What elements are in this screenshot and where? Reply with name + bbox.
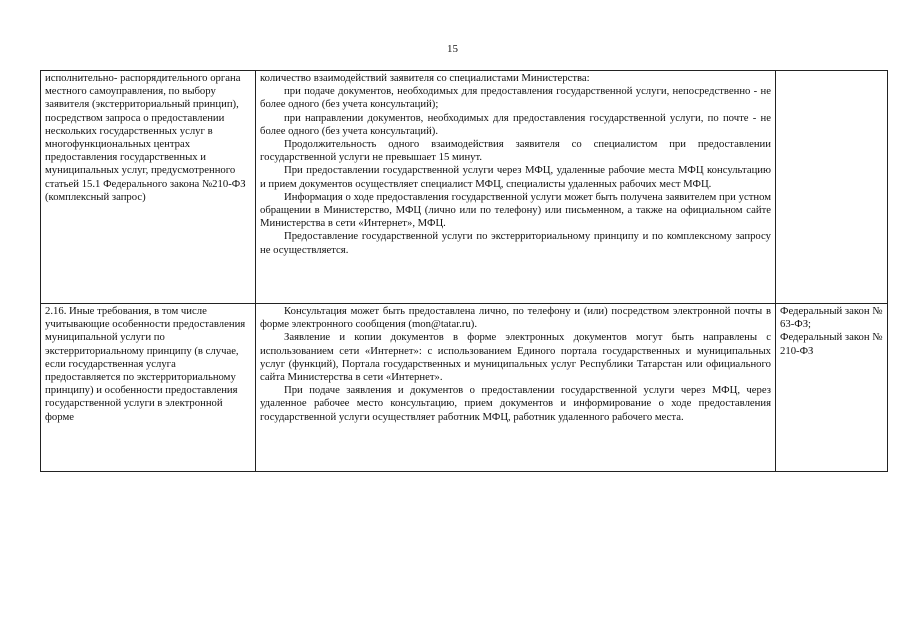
- paragraph: Информация о ходе предоставления государственной услуги может быть получена заявителем при устном обращении в Министерство, МФЦ (лично или по телефону) или письменном, а также на официальном сайте Министерства в сети «Интернет», МФЦ.: [260, 190, 771, 230]
- table-row: [41, 71, 888, 304]
- paragraph: Консультация может быть предоставлена лично, по телефону и (или) посредством электронной почты в форме электронного сообщения (mon@tatar.ru).: [260, 305, 771, 331]
- paragraph: при подаче документов, необходимых для предоставления государственной услуги, непосредственно - не более одного (без учета консультаций);: [260, 85, 771, 111]
- legal-basis-item: Федеральный закон № 63-ФЗ;: [780, 305, 883, 331]
- legal-basis-cell: [776, 71, 888, 304]
- paragraph: При предоставлении государственной услуги через МФЦ, удаленные рабочие места МФЦ консультацию и прием документов осуществляет специалист МФЦ, специалисты удаленных рабочих мест МФЦ.: [260, 164, 771, 190]
- content-cell: [256, 304, 776, 472]
- requirement-text: исполнительно- распорядительного органа местного самоуправления, по выбору заявителя (экстерриториальный принцип), посредством запроса о предоставлении нескольких государственных услуг в многофункциональных центрах предоставления государственных и муниципальных услуг, предусмотренного статьей 15.1 Федерального закона №210-ФЗ (комплексный запрос): [45, 72, 246, 203]
- paragraph: Предоставление государственной услуги по экстерриториальному принципу и по комплексному запросу не осуществляется.: [260, 230, 771, 256]
- paragraph: Заявление и копии документов в форме электронных документов могут быть направлены с использованием сети «Интернет»: с использованием Единого портала государственных и муниципальных услуг (функций), Портала государственных и муниципальных услуг Республики Татарстан или официального сайта Министерства в сети «Интернет».: [260, 331, 771, 384]
- paragraph: при направлении документов, необходимых для предоставления государственной услуги, по почте - не более одного (без учета консультаций).: [260, 111, 771, 137]
- legal-basis-item: Федеральный закон № 210-ФЗ: [780, 331, 883, 357]
- requirement-text: 2.16. Иные требования, в том числе учитывающие особенности предоставления муниципальной услуги по экстерриториальному принципу (в случае, если государственная услуга предоставляется по экстерриториальному принципу) и особенности предоставления государственной услуги в электронной форме: [45, 305, 246, 423]
- legal-basis-cell: [776, 304, 888, 472]
- table-row: [41, 304, 888, 472]
- paragraph: количество взаимодействий заявителя со специалистами Министерства:: [260, 72, 590, 84]
- regulation-table: [40, 70, 888, 472]
- requirement-cell: [41, 71, 256, 304]
- content-cell: [256, 71, 776, 304]
- paragraph: При подаче заявления и документов о предоставлении государственной услуги через МФЦ, через удаленное рабочее место консультацию, прием документов и информирование о ходе предоставления государственной услуги осуществляет работник МФЦ, работник удаленного рабочего места.: [260, 384, 771, 423]
- paragraph: Продолжительность одного взаимодействия заявителя со специалистом при предоставлении государственной услуги не превышает 15 минут.: [260, 138, 771, 164]
- requirement-cell: [41, 304, 256, 472]
- page-number: 15: [447, 43, 458, 55]
